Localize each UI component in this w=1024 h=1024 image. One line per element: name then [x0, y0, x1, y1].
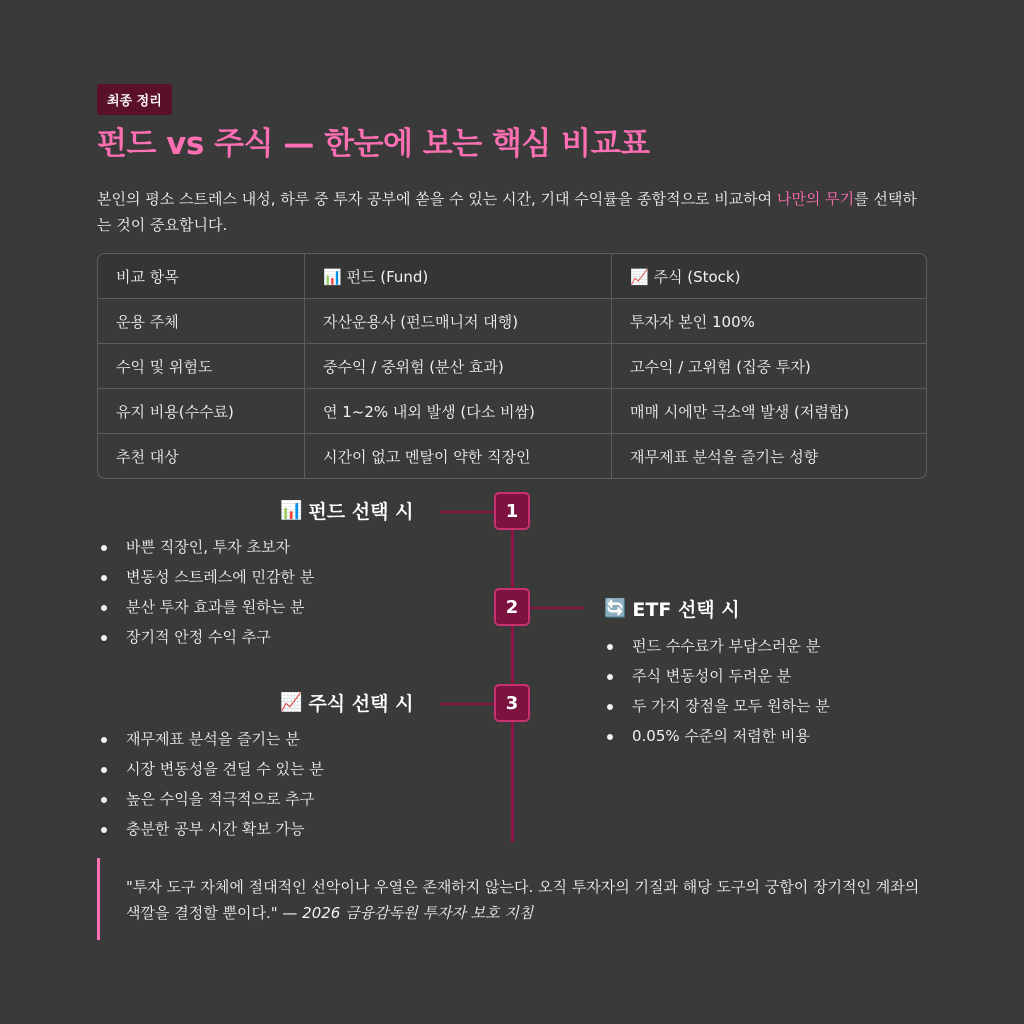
- table-cell: 연 1~2% 내외 발생 (다소 비쌈): [305, 389, 612, 434]
- list-item: 펀드 수수료가 부담스러운 분: [604, 631, 830, 661]
- table-cell: 유지 비용(수수료): [98, 389, 305, 434]
- intro-text-before: 본인의 평소 스트레스 내성, 하루 중 투자 공부에 쏟을 수 있는 시간, 기대 수익률을 종합적으로 비교하여: [97, 190, 777, 208]
- comparison-table: [97, 253, 927, 479]
- stock-heading-text: 주식 선택 시: [308, 693, 414, 715]
- list-item: 바쁜 직장인, 투자 초보자: [98, 532, 314, 562]
- bar-chart-icon: 📊: [280, 500, 303, 521]
- fund-heading-text: 펀드 선택 시: [308, 501, 414, 523]
- fund-points: [98, 532, 314, 652]
- table-cell: 자산운용사 (펀드매니저 대행): [305, 299, 612, 344]
- connector-etf: [528, 607, 584, 609]
- timeline-node-3: 3: [494, 684, 530, 722]
- table-cell: 시간이 없고 멘탈이 약한 직장인: [305, 434, 612, 478]
- refresh-icon: 🔄: [604, 598, 627, 619]
- page-title: 펀드 vs 주식 — 한눈에 보는 핵심 비교표: [97, 126, 650, 162]
- intro-highlight: 나만의 무기: [776, 190, 855, 208]
- table-header-row: [98, 254, 926, 299]
- quote-text: "투자 도구 자체에 절대적인 선악이나 우열은 존재하지 않는다. 오직 투자자의 기질과 해당 도구의 궁합이 장기적인 계좌의 색깔을 결정할 뿐이다.": [126, 878, 920, 922]
- table-cell: 투자자 본인 100%: [612, 299, 926, 344]
- list-item: 두 가지 장점을 모두 원하는 분: [604, 691, 830, 721]
- stock-points: [98, 724, 324, 844]
- quote-block: [97, 858, 927, 940]
- trend-chart-icon: 📈: [280, 692, 303, 713]
- intro-text-after: 를 선택하는 것이 중요합니다.: [97, 190, 917, 234]
- stock-section-heading: [280, 689, 413, 716]
- list-item: 0.05% 수준의 저렴한 비용: [604, 721, 830, 751]
- list-item: 충분한 공부 시간 확보 가능: [98, 814, 324, 844]
- table-cell: 고수익 / 고위험 (집중 투자): [612, 344, 926, 389]
- table-cell: 수익 및 위험도: [98, 344, 305, 389]
- trend-chart-icon: 📈: [630, 267, 649, 286]
- table-cell: 재무제표 분석을 즐기는 성향: [630, 447, 819, 466]
- list-item: 변동성 스트레스에 민감한 분: [98, 562, 314, 592]
- timeline-node-2: 2: [494, 588, 530, 626]
- etf-points: [604, 631, 830, 751]
- list-item: 장기적 안정 수익 추구: [98, 622, 314, 652]
- list-item: 분산 투자 효과를 원하는 분: [98, 592, 314, 622]
- table-row: [98, 434, 926, 478]
- timeline-line: [511, 492, 514, 842]
- table-cell: 매매 시에만 극소액 발생 (저렴함): [612, 389, 926, 434]
- list-item: 높은 수익을 적극적으로 추구: [98, 784, 324, 814]
- bar-chart-icon: 📊: [323, 267, 342, 286]
- table-row: [98, 389, 926, 434]
- connector-stock: [440, 703, 496, 705]
- table-cell: 중수익 / 중위험 (분산 효과): [305, 344, 612, 389]
- etf-section-heading: [604, 595, 740, 622]
- header-fund-label: 펀드 (Fund): [346, 267, 429, 286]
- header-stock: [612, 254, 926, 299]
- header-fund: [305, 254, 612, 299]
- table-row: [98, 344, 926, 389]
- connector-fund: [440, 511, 496, 513]
- list-item: 시장 변동성을 견딜 수 있는 분: [98, 754, 324, 784]
- etf-heading-text: ETF 선택 시: [632, 599, 740, 621]
- table-cell: 추천 대상: [98, 434, 305, 478]
- list-item: 재무제표 분석을 즐기는 분: [98, 724, 324, 754]
- list-item: 주식 변동성이 두려운 분: [604, 661, 830, 691]
- fund-section-heading: [280, 497, 413, 524]
- header-stock-label: 주식 (Stock): [653, 267, 741, 286]
- intro-text: [97, 186, 927, 238]
- timeline-node-1: 1: [494, 492, 530, 530]
- table-row: [98, 299, 926, 344]
- table-cell: 운용 주체: [98, 299, 305, 344]
- header-compare-item: 비교 항목: [98, 254, 305, 299]
- quote-source: — 2026 금융감독원 투자자 보호 지침: [282, 904, 534, 922]
- badge: 최종 정리: [97, 84, 172, 115]
